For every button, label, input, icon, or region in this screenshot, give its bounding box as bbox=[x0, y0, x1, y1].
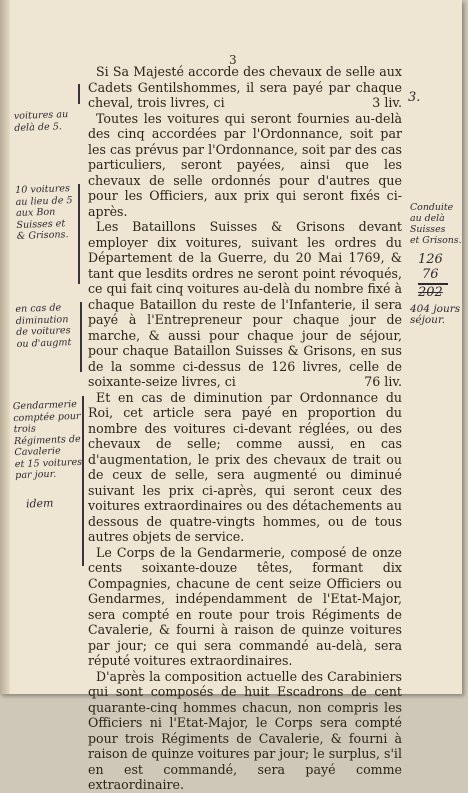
margin-bar bbox=[80, 302, 82, 372]
margin-note-voitures: voitures au delà de 5. bbox=[13, 109, 69, 134]
page-spine bbox=[0, 0, 10, 694]
amount: 76 liv. bbox=[364, 374, 402, 389]
margin-note-suisses: 10 voitures au lieu de 5 aux Bon Suisses et & Grisons. bbox=[15, 183, 73, 242]
margin-bar bbox=[78, 184, 80, 284]
right-note-three: 3. bbox=[408, 90, 421, 105]
margin-note-diminution: en cas de diminution de voitures ou d'augmt bbox=[15, 302, 72, 350]
paragraph: Les Bataillons Suisses & Grisons devant employer dix voitures, suivant les ordres du Département de la Guerre, du 20 Mai 1769, & tant que lesdits ordres ne seront point révoqués, ce qui fait cinq voitures au-delà du nombre fixé à chaque Bataillon du reste de l'Infanterie, il sera payé à l'Entrepreneur pour chaque jour de marche, & aussi pour chaque jour de séjour, pour chaque Bataillon Suisses & Grisons, en sus de la somme ci-dessus de 126 livres, celle de soixante-seize livres, ci 76 liv. bbox=[88, 219, 402, 389]
margin-note-gendarmerie: Gendarmerie comptée pour trois Régiments de Cavalerie et 15 voitures par jour. bbox=[12, 398, 83, 482]
paragraph: Et en cas de diminution par Ordonnance du Roi, cet article sera payé en proportion du nombre des voitures ci-devant réglées, ou des chevaux de selle; comme aussi, en cas d'augmentation, le prix des chevaux de trait ou de ceux de selle, sera augmenté ou diminué suivant les prix ci-après, qui seront ceux des voitures extraordinaires ou des détachements au dessous de quatre-vingts hommes, ou de tous autres objets de service. bbox=[88, 389, 402, 544]
body-text bbox=[88, 64, 402, 793]
amount: 3 liv. bbox=[372, 95, 402, 110]
right-note-conduite: Conduite au delà Suisses et Grisons. bbox=[410, 202, 462, 246]
right-note-404: 404 jours séjour. bbox=[410, 303, 461, 326]
margin-bar bbox=[78, 84, 80, 104]
right-note-76: 76 bbox=[422, 267, 439, 282]
margin-note-idem: idem bbox=[25, 496, 54, 511]
right-note-202: 202 bbox=[418, 285, 443, 300]
paragraph: Toutes les voitures qui seront fournies au-delà des cinq accordées par l'Ordonnance, soit par les cas prévus par l'Ordonnance, soit par des cas particuliers, seront payées, ainsi que les chevaux de selle ordonnés pour d'autres que pour les Officiers, aux prix qui seront fixés ci-après. bbox=[88, 110, 402, 219]
page-number: 3 bbox=[229, 53, 237, 67]
paragraph: Le Corps de la Gendarmerie, composé de onze cents soixante-douze têtes, formant dix Compagnies, chacune de cent seize Officiers ou Gendarmes, indépendamment de l'Etat-Major, sera compté en route pour trois Régiments de Cavalerie, & fourni à raison de quinze voitures par jour; ce qui sera commandé au-delà, sera réputé voitures extraordinaires. bbox=[88, 544, 402, 668]
paragraph: D'après la composition actuelle des Carabiniers qui sont composés de huit Escadrons de cent quarante-cinq hommes chacun, non compris les Officiers ni l'Etat-Major, le Corps sera compté pour trois Régiments de Cavalerie, & fourni à raison de quinze voitures par jour; le surplus, s'il en est commandé, sera payé comme extraordinaire. bbox=[88, 668, 402, 792]
paragraph: Si Sa Majesté accorde des chevaux de selle aux Cadets Gentilshommes, il sera payé par chaque cheval, trois livres, ci 3 liv. bbox=[88, 64, 402, 110]
margin-bar bbox=[82, 396, 84, 566]
right-note-126: 126 bbox=[418, 252, 443, 267]
